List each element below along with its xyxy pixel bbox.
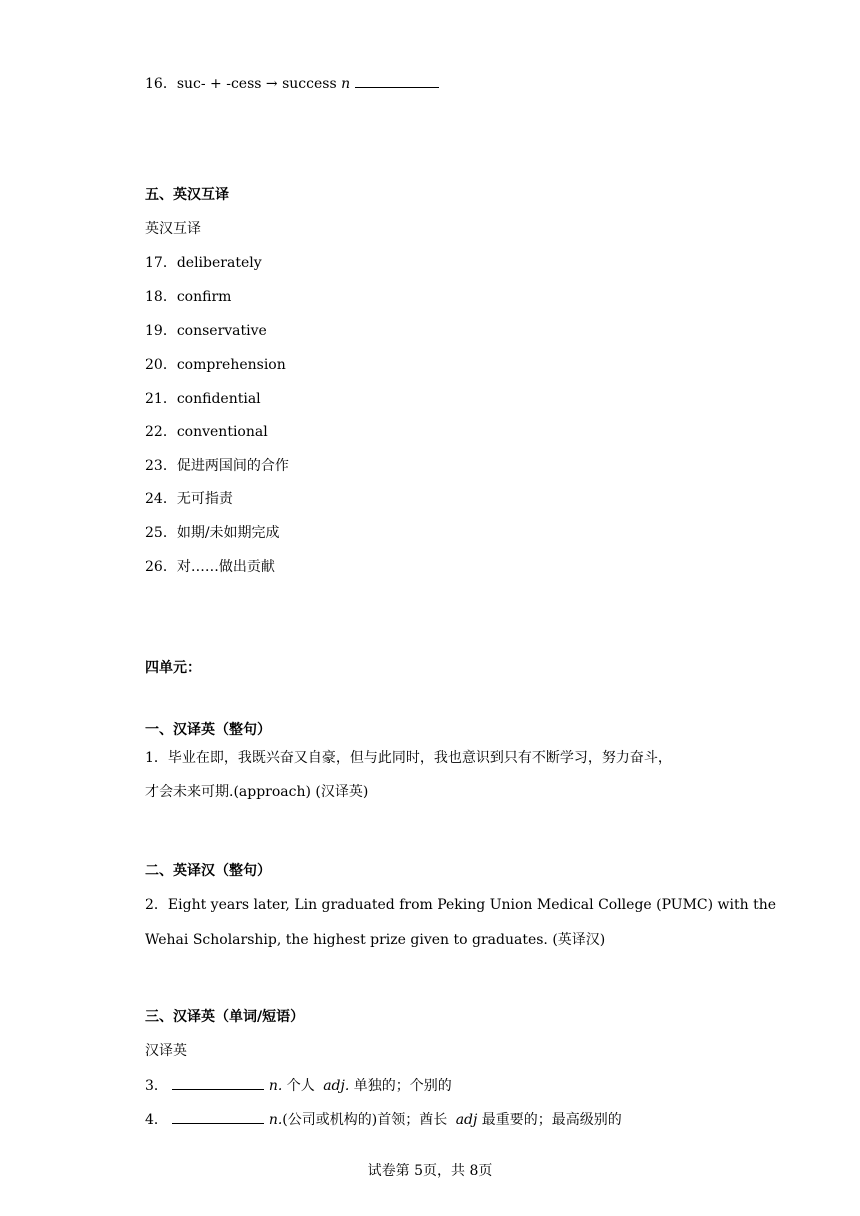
- question-text: 无可指责: [176, 491, 233, 507]
- question-text: confirm: [176, 289, 232, 305]
- list-item: [145, 557, 275, 577]
- list-item: [145, 489, 233, 509]
- question-number: 3．: [145, 1078, 168, 1094]
- question-4: [145, 1109, 622, 1130]
- question-16: [145, 73, 439, 94]
- answer-blank[interactable]: [355, 73, 439, 88]
- definition: 单独的；个别的: [353, 1078, 452, 1094]
- question-1-line-2: 才会未来可期.(approach) (汉译英): [145, 784, 369, 800]
- part-of-speech: n: [341, 76, 351, 92]
- part-of-speech: n.: [268, 1078, 283, 1094]
- question-number: 4．: [145, 1112, 168, 1128]
- list-item: [145, 523, 280, 543]
- question-number: 22．: [145, 424, 177, 440]
- page-footer: 试卷第 5页，共 8页: [367, 1163, 493, 1179]
- question-text: conventional: [176, 424, 268, 440]
- question-number: 16．: [145, 76, 177, 92]
- answer-blank[interactable]: [172, 1075, 264, 1090]
- list-item: [145, 287, 231, 307]
- question-2-line-2: Wehai Scholarship, the highest prize given to graduates. (英译汉): [145, 932, 606, 948]
- question-1-line-1: 1．毕业在即，我既兴奋又自豪，但与此同时，我也意识到只有不断学习，努力奋斗，: [145, 750, 672, 766]
- question-text: 促进两国间的合作: [176, 458, 289, 474]
- question-number: 18．: [145, 289, 177, 305]
- part-of-speech: adj: [455, 1112, 478, 1128]
- list-item: [145, 456, 289, 476]
- question-number: 20．: [145, 357, 177, 373]
- question-3: [145, 1075, 452, 1096]
- question-text: comprehension: [176, 357, 286, 373]
- answer-blank[interactable]: [172, 1109, 264, 1124]
- list-item: [145, 389, 261, 409]
- question-number: 21．: [145, 391, 177, 407]
- section-subtitle: 英汉互译: [145, 221, 201, 237]
- question-text: deliberately: [176, 255, 262, 271]
- question-text: confidential: [176, 391, 261, 407]
- part-of-speech: n.: [268, 1112, 283, 1128]
- part-title: 一、汉译英（整句）: [145, 722, 271, 738]
- question-text: 对……做出贡献: [176, 559, 275, 575]
- part-title: 二、英译汉（整句）: [145, 863, 271, 879]
- question-number: 23．: [145, 458, 177, 474]
- question-number: 25．: [145, 525, 177, 541]
- part-of-speech: adj.: [323, 1078, 350, 1094]
- section-title: 五、英汉互译: [145, 187, 229, 203]
- question-text: 如期/未如期完成: [176, 525, 280, 541]
- question-number: 24．: [145, 491, 177, 507]
- question-text: conservative: [176, 323, 267, 339]
- list-item: [145, 355, 286, 375]
- question-number: 26．: [145, 559, 177, 575]
- definition: 个人: [286, 1078, 315, 1094]
- question-text: suc- + -cess → success: [176, 76, 342, 92]
- list-item: [145, 422, 268, 442]
- unit-title: 四单元：: [145, 660, 201, 676]
- list-item: [145, 321, 267, 341]
- definition: (公司或机构的)首领；酋长: [282, 1112, 448, 1128]
- definition: 最重要的；最高级别的: [481, 1112, 622, 1128]
- question-2-line-1: 2．Eight years later, Lin graduated from Peking Union Medical College (PUMC) with the: [145, 897, 777, 913]
- question-number: 17．: [145, 255, 177, 271]
- list-item: [145, 253, 262, 273]
- part-title: 三、汉译英（单词/短语）: [145, 1009, 305, 1025]
- part-subtitle: 汉译英: [145, 1043, 187, 1059]
- question-number: 19．: [145, 323, 177, 339]
